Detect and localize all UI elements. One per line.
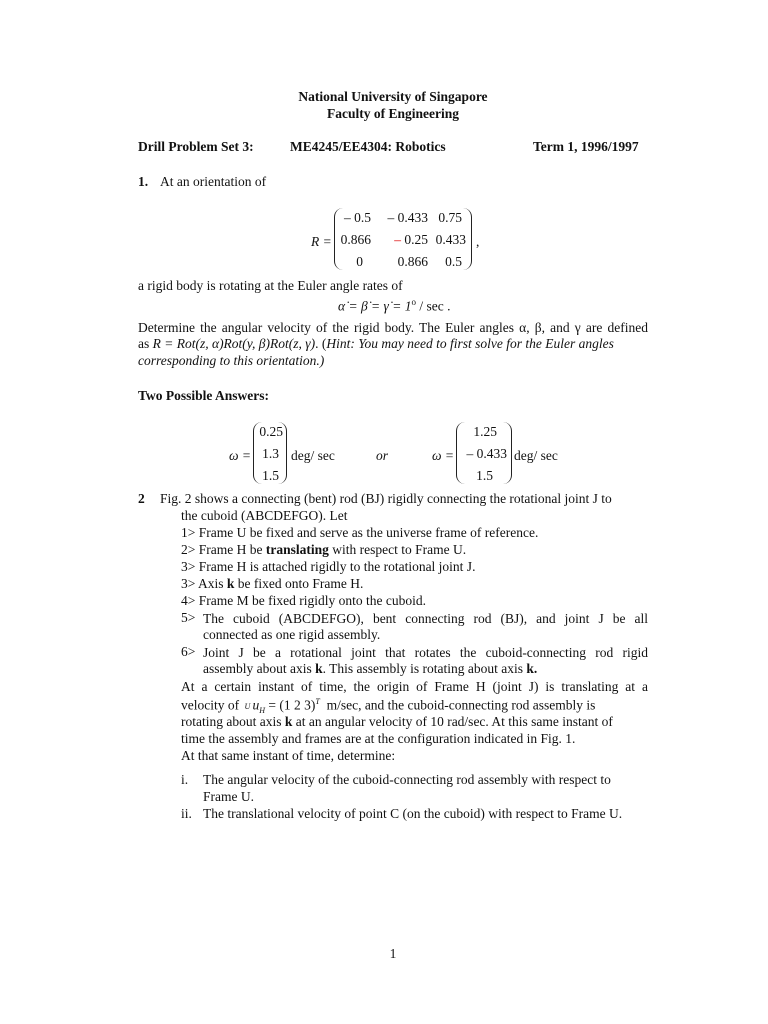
- vector-cell: 0.25: [259, 424, 283, 439]
- answers-heading: Two Possible Answers:: [138, 388, 270, 403]
- answer-vector-1: [253, 422, 287, 484]
- q2-determine-line: At that same instant of time, determine:: [181, 748, 396, 763]
- matrix-cell: 0.866: [340, 232, 371, 247]
- term-label: Term 1, 1996/1997: [533, 139, 639, 154]
- q1-determine-line: Determine the angular velocity of the rigid body. The Euler angles α, β, and γ are defined: [138, 320, 648, 335]
- q2-item6-line2: assembly about axis k. This assembly is rotating about axis k.: [203, 661, 538, 676]
- matrix-cell: 0.5: [445, 254, 462, 269]
- q2-list-item: 3> Frame H is attached rigidly to the rotational joint J.: [181, 559, 476, 574]
- or-label: or: [376, 448, 389, 463]
- matrix-cell: 0.866: [397, 254, 428, 269]
- q2-number: 2: [138, 491, 145, 506]
- q2-item5-number: 5>: [181, 610, 196, 625]
- q2-sub-i-line2: Frame U.: [203, 789, 254, 804]
- matrix-cell: 0.75: [438, 210, 462, 225]
- q1-definition-line: as R = Rot(z, α)Rot(y, β)Rot(z, γ). (Hint: You may need to first solve for the Euler angles: [138, 336, 614, 351]
- rotation-matrix: [334, 208, 472, 270]
- q2-rotation-line: rotating about axis k at an angular velocity of 10 rad/sec. At this same instant of: [181, 714, 613, 729]
- matrix-cell: – 0.5: [344, 210, 371, 225]
- q2-sub-i-line1: The angular velocity of the cuboid-connecting rod assembly with respect to: [203, 772, 611, 787]
- drill-set-label: Drill Problem Set 3:: [138, 139, 254, 154]
- answer-vector-2: [456, 422, 512, 484]
- matrix-comma: ,: [476, 234, 480, 249]
- matrix-cell: 0.433: [435, 232, 466, 247]
- q2-list-item: 4> Frame M be fixed rigidly onto the cuboid.: [181, 593, 426, 608]
- q2-item5-line2: connected as one rigid assembly.: [203, 627, 381, 642]
- matrix-cell: – 0.433: [387, 210, 428, 225]
- vector-cell: 1.5: [262, 468, 279, 483]
- q1-hint-line2: corresponding to this orientation.): [138, 353, 325, 368]
- q2-intro-line1: Fig. 2 shows a connecting (bent) rod (BJ) rigidly connecting the rotational joint J to: [160, 491, 612, 506]
- faculty-title: Faculty of Engineering: [327, 106, 459, 121]
- q1-rotating-text: a rigid body is rotating at the Euler angle rates of: [138, 278, 403, 293]
- q2-sub-ii-number: ii.: [181, 806, 192, 821]
- q2-item6-line1: Joint J be a rotational joint that rotates the cuboid-connecting rod rigid: [203, 645, 648, 660]
- matrix-r-label: R =: [311, 234, 332, 249]
- vector-cell: – 0.433: [466, 446, 507, 461]
- unit-label-2: deg/ sec: [514, 448, 558, 463]
- euler-rates-equation: α̇ = β̇ = γ̇ = $1^o$ / sec .: [338, 297, 451, 314]
- q2-list-item: 1> Frame U be fixed and serve as the universe frame of reference.: [181, 525, 539, 540]
- omega-label-1: ω =: [229, 448, 252, 463]
- unit-label-1: deg/ sec: [291, 448, 335, 463]
- course-code: ME4245/EE4304: Robotics: [290, 139, 446, 154]
- q2-item5-line1: The cuboid (ABCDEFGO), bent connecting rod (BJ), and joint J be all: [203, 611, 648, 626]
- matrix-cell: 0: [356, 254, 363, 269]
- q2-item6-number: 6>: [181, 644, 196, 659]
- q2-list-item: 2> Frame H be translating with respect to Frame U.: [181, 542, 467, 557]
- matrix-cell-highlighted: – 0.25: [394, 232, 428, 247]
- q2-intro-line2: the cuboid (ABCDEFGO). Let: [181, 508, 348, 523]
- omega-label-2: ω =: [432, 448, 455, 463]
- q2-list-item: 3> Axis k be fixed onto Frame H.: [181, 576, 364, 591]
- q1-number: 1.: [138, 174, 149, 189]
- vector-cell: 1.3: [262, 446, 279, 461]
- q2-velocity-line: velocity of U $u_H = (1$ 2 3)$^T$ m/sec, and the cuboid-connecting rod assembly is: [181, 697, 596, 716]
- university-title: National University of Singapore: [298, 89, 488, 104]
- q2-instant-line: At a certain instant of time, the origin of Frame H (joint J) is translating at a: [181, 679, 648, 694]
- q2-sub-i-number: i.: [181, 772, 189, 787]
- q1-intro: At an orientation of: [160, 174, 267, 189]
- q2-config-line: time the assembly and frames are at the configuration indicated in Fig. 1.: [181, 731, 576, 746]
- vector-cell: 1.25: [473, 424, 497, 439]
- q2-sub-ii-line1: The translational velocity of point C (on the cuboid) with respect to Frame U.: [203, 806, 623, 821]
- vector-cell: 1.5: [476, 468, 493, 483]
- page-number: 1: [389, 946, 397, 961]
